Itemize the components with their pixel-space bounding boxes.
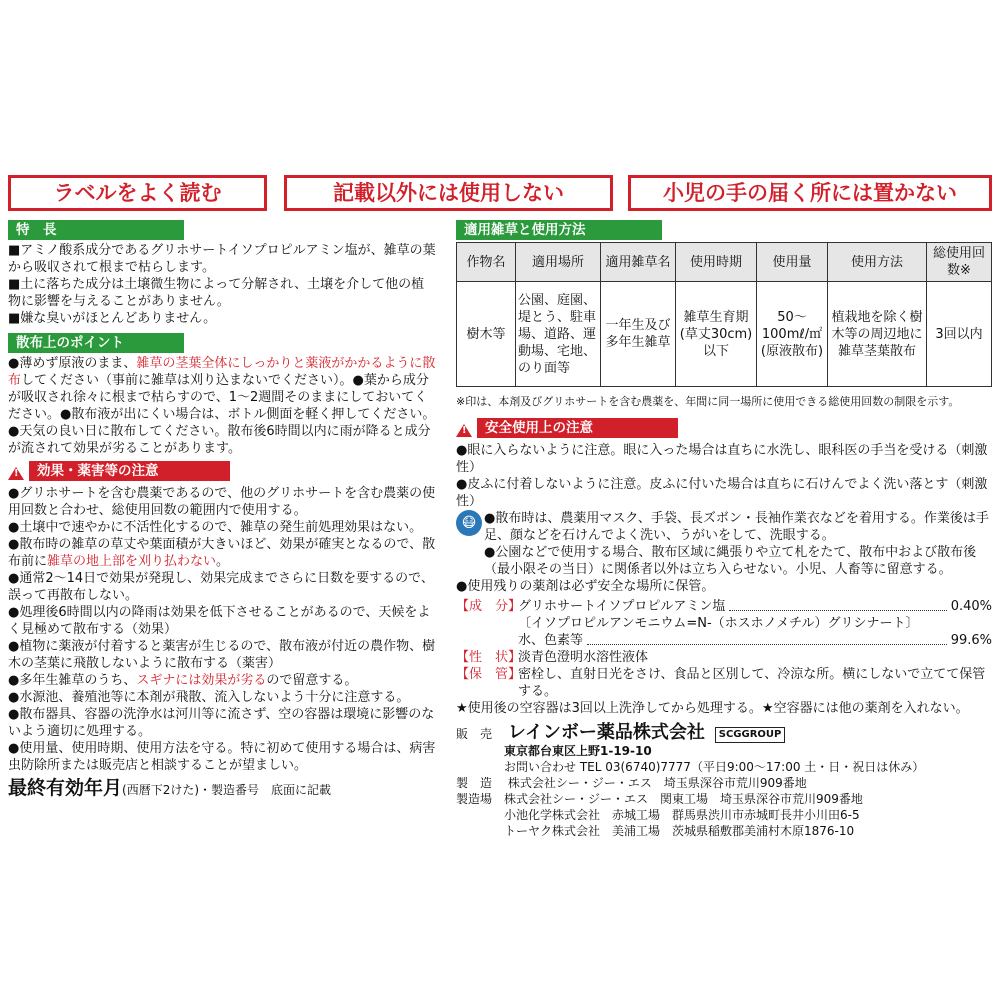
effect-item-text: ●散布時の雑草の草丈や葉面積が大きいほど、効果が確実となるので、散布前に: [8, 537, 436, 569]
usage-col-header: 使用時期: [676, 243, 757, 282]
ingredient-2-value: 99.6%: [950, 633, 992, 648]
plant-item: トーヤク株式会社 美浦工場 茨城県稲敷郡美浦村木原1876-10: [504, 823, 855, 838]
safety-item: ●眼に入らないように注意。眼に入った場合は直ちに水洗し、眼科医の手当を受ける（刺激性）: [456, 443, 988, 475]
plant-list: [504, 791, 863, 839]
plant-label: 製造場: [456, 791, 493, 806]
property-row: [456, 649, 992, 666]
usage-note: ※印は、本剤及びグリホサートを含む農薬を、年間に同一場所に使用できる総使用回数の制限を示す。: [456, 395, 960, 408]
mask-icon: 😷: [456, 510, 482, 536]
ingredient-1-value: 0.40%: [950, 599, 992, 614]
safety-item: ●公園などで使用する場合、散布区域に縄張りや立て札をたて、散布中および散布後（最小限その当日）に関係者以外は立ち入らせない。小児、人畜等に留意する。: [484, 545, 977, 577]
usage-table: [456, 242, 992, 387]
usage-header: 適用雑草と使用方法: [456, 220, 662, 240]
maker-label: 製 造: [456, 775, 493, 790]
effect-item-tail: ので留意する。: [266, 673, 358, 688]
banner-keep-from-children: 小児の手の届く所には置かない: [628, 175, 992, 211]
effect-item: ●処理後6時間以内の降雨は効果を低下させることがあるので、天候をよく見極めて散布する（効果）: [8, 605, 431, 637]
effects-header: 効果・薬害等の注意: [29, 461, 230, 481]
usage-cell: 雑草生育期(草丈30cm)以下: [676, 282, 757, 387]
usage-col-header: 使用量: [757, 243, 828, 282]
effect-item: ●グリホサートを含む農薬であるので、他のグリホサートを含む農薬の使用回数と合わせ、総使用回数の範囲内で使用する。: [8, 486, 436, 518]
plant-item: 株式会社シー・ジー・エス 関東工場 埼玉県深谷市荒川909番地: [504, 791, 863, 806]
right-column: [456, 220, 992, 839]
seller-contact: お問い合わせ TEL 03(6740)7777（平日9:00〜17:00 土・日・祝日は休み）: [504, 759, 925, 774]
ingredient-2: 水、色素等: [518, 633, 584, 648]
leader-dots: [587, 632, 947, 645]
warning-banners: [8, 175, 992, 209]
effect-item-text: ●多年生雑草のうち、: [8, 673, 137, 688]
seller-address: 東京都台東区上野1-19-10: [504, 743, 652, 758]
seller-name: レインボー薬品株式会社: [507, 722, 705, 743]
effect-item: [8, 536, 436, 570]
safety-item: ●皮ふに付着しないように注意。皮ふに付いた場合は直ちに石けんでよく洗い落とす（刺激性）: [456, 477, 988, 509]
expiry-line: [8, 776, 436, 800]
feature-item: ■アミノ酸系成分であるグリホサートイソプロピルアミン塩が、雑草の葉から吸収されて根まで枯らします。: [8, 243, 436, 275]
spray-points-text: [8, 355, 436, 457]
effect-highlight: 雑草の地上部を刈り払わない: [47, 554, 217, 569]
safety-mask-text: [484, 510, 992, 578]
feature-item: ■嫌な臭いがほとんどありません。: [8, 311, 217, 326]
usage-col-header: 作物名: [457, 243, 516, 282]
usage-table-header-row: [457, 243, 992, 282]
scg-group-logo: SCGGROUP: [715, 727, 786, 743]
spray-points-highlight: 雑草の茎葉全体にしっかりと薬液がかかるように散布: [8, 356, 436, 388]
effect-item: ●通常2〜14日で効果が発現し、効果完成までさらに日数を要するので、誤って再散布しない。: [8, 571, 434, 603]
usage-cell: 植栽地を除く樹木等の周辺地に雑草茎葉散布: [828, 282, 927, 387]
banner-no-other-use: 記載以外には使用しない: [284, 175, 613, 211]
safety-mask-block: [456, 510, 992, 578]
effect-item: ●土壌中で速やかに不活性化するので、雑草の発生前処理効果はない。: [8, 520, 423, 535]
ingredient-1: グリホサートイソプロピルアミン塩: [518, 599, 726, 614]
effect-item: ●使用量、使用時期、使用方法を守る。特に初めて使用する場合は、病害虫防除所または販売店と相談することが望ましい。: [8, 741, 436, 773]
spray-points-a: ●薄めず原液のまま、: [8, 356, 137, 371]
expiry-title: 最終有効年月: [8, 777, 123, 799]
safety-item: ●使用残りの薬剤は必ず安全な場所に保管。: [456, 579, 715, 594]
banner-read-label: ラベルをよく読む: [8, 175, 267, 211]
safety-item: ●散布時は、農薬用マスク、手袋、長ズボン・長袖作業衣などを着用する。作業後は手足、顔などを石けんでよく洗い、うがいをして、洗眼する。: [484, 511, 989, 543]
usage-col-header: 適用雑草名: [601, 243, 676, 282]
container-note: ★使用後の空容器は3回以上洗浄してから処理する。★空容器には他の薬剤を入れない。: [456, 701, 969, 716]
effect-item: ●植物に薬液が付着すると薬害が生じるので、散布液が付近の農作物、樹木の茎葉に飛散しないように散布する（薬害）: [8, 639, 436, 671]
plant-item: 小池化学株式会社 赤城工場 群馬県渋川市赤城町長井小川田6-5: [504, 807, 860, 822]
usage-col-header: 使用方法: [828, 243, 927, 282]
effect-item: ●水源池、養殖池等に本剤が飛散、流入しないよう十分に注意する。: [8, 690, 410, 705]
safety-header: 安全使用上の注意: [477, 418, 678, 438]
usage-cell: 50〜100mℓ/㎡(原液散布): [757, 282, 828, 387]
composition-row-sub: [456, 615, 992, 632]
effect-item-tail: 。: [216, 554, 230, 569]
spray-points-header: 散布上のポイント: [8, 333, 184, 353]
plants-row: [456, 791, 992, 839]
effect-highlight: スギナには効果が劣る: [136, 673, 267, 688]
expiry-note: (西暦下2けた)・製造番号 底面に記載: [122, 783, 332, 797]
warning-icon: [8, 467, 24, 480]
effects-header-wrap: [8, 461, 436, 483]
usage-cell: 公園、庭園、堤とう、駐車場、道路、運動場、宅地、のり面等: [516, 282, 601, 387]
ingredient-1-sub: 〔イソプロピルアンモニウム=N-（ホスホノメチル）グリシナート〕: [518, 616, 919, 631]
feature-item: ■土に落ちた成分は土壌微生物によって分解され、土壌を介して他の植物に影響を与えることがありません。: [8, 277, 425, 309]
usage-cell: 樹木等: [457, 282, 516, 387]
seller-label: 販 売: [456, 727, 493, 741]
left-column: [8, 220, 436, 800]
property-label: 【性 状】: [456, 650, 522, 665]
composition-row-2: [456, 632, 992, 649]
composition-spacer: [456, 632, 518, 649]
storage-row: [456, 666, 992, 700]
seller-block: [456, 722, 992, 839]
leader-dots: [729, 598, 946, 611]
usage-col-header: 総使用回数※: [927, 243, 992, 282]
property-value: 淡青色澄明水溶性液体: [518, 650, 649, 665]
maker-value: 株式会社シー・ジー・エス 埼玉県深谷市荒川909番地: [507, 775, 807, 790]
composition-label: 【成 分】: [456, 599, 522, 614]
composition-row-1: [456, 598, 992, 615]
usage-cell: 3回以内: [927, 282, 992, 387]
spray-points-b: してください（事前に雑草は刈り込まないでください）。●葉から成分が吸収され徐々に根まで枯らすので、1〜2週間そのままにしておいてください。●散布液が出にくい場合は、ボトル側面を軽く押してください。●天気の良い日に散布してください。散布後6時間以内に雨が降ると成分が流されて効果が劣ることがあります。: [8, 373, 436, 456]
usage-col-header: 適用場所: [516, 243, 601, 282]
seller-row: [456, 722, 992, 743]
storage-label: 【保 管】: [456, 667, 522, 682]
effect-item: ●散布器具、容器の洗浄水は河川等に流さず、空の容器は環境に影響のないよう適切に処理する。: [8, 707, 435, 739]
maker-row: [456, 775, 992, 791]
composition-spacer: [456, 615, 518, 632]
storage-value: 密栓し、直射日光をさけ、食品と区別して、冷涼な所。横にしないで立てて保管する。: [518, 667, 986, 699]
usage-table-row: [457, 282, 992, 387]
effect-item: [8, 672, 436, 689]
features-header: 特 長: [8, 220, 184, 240]
usage-cell: 一年生及び多年生雑草: [601, 282, 676, 387]
safety-header-wrap: [456, 418, 992, 440]
warning-icon: [456, 424, 472, 437]
